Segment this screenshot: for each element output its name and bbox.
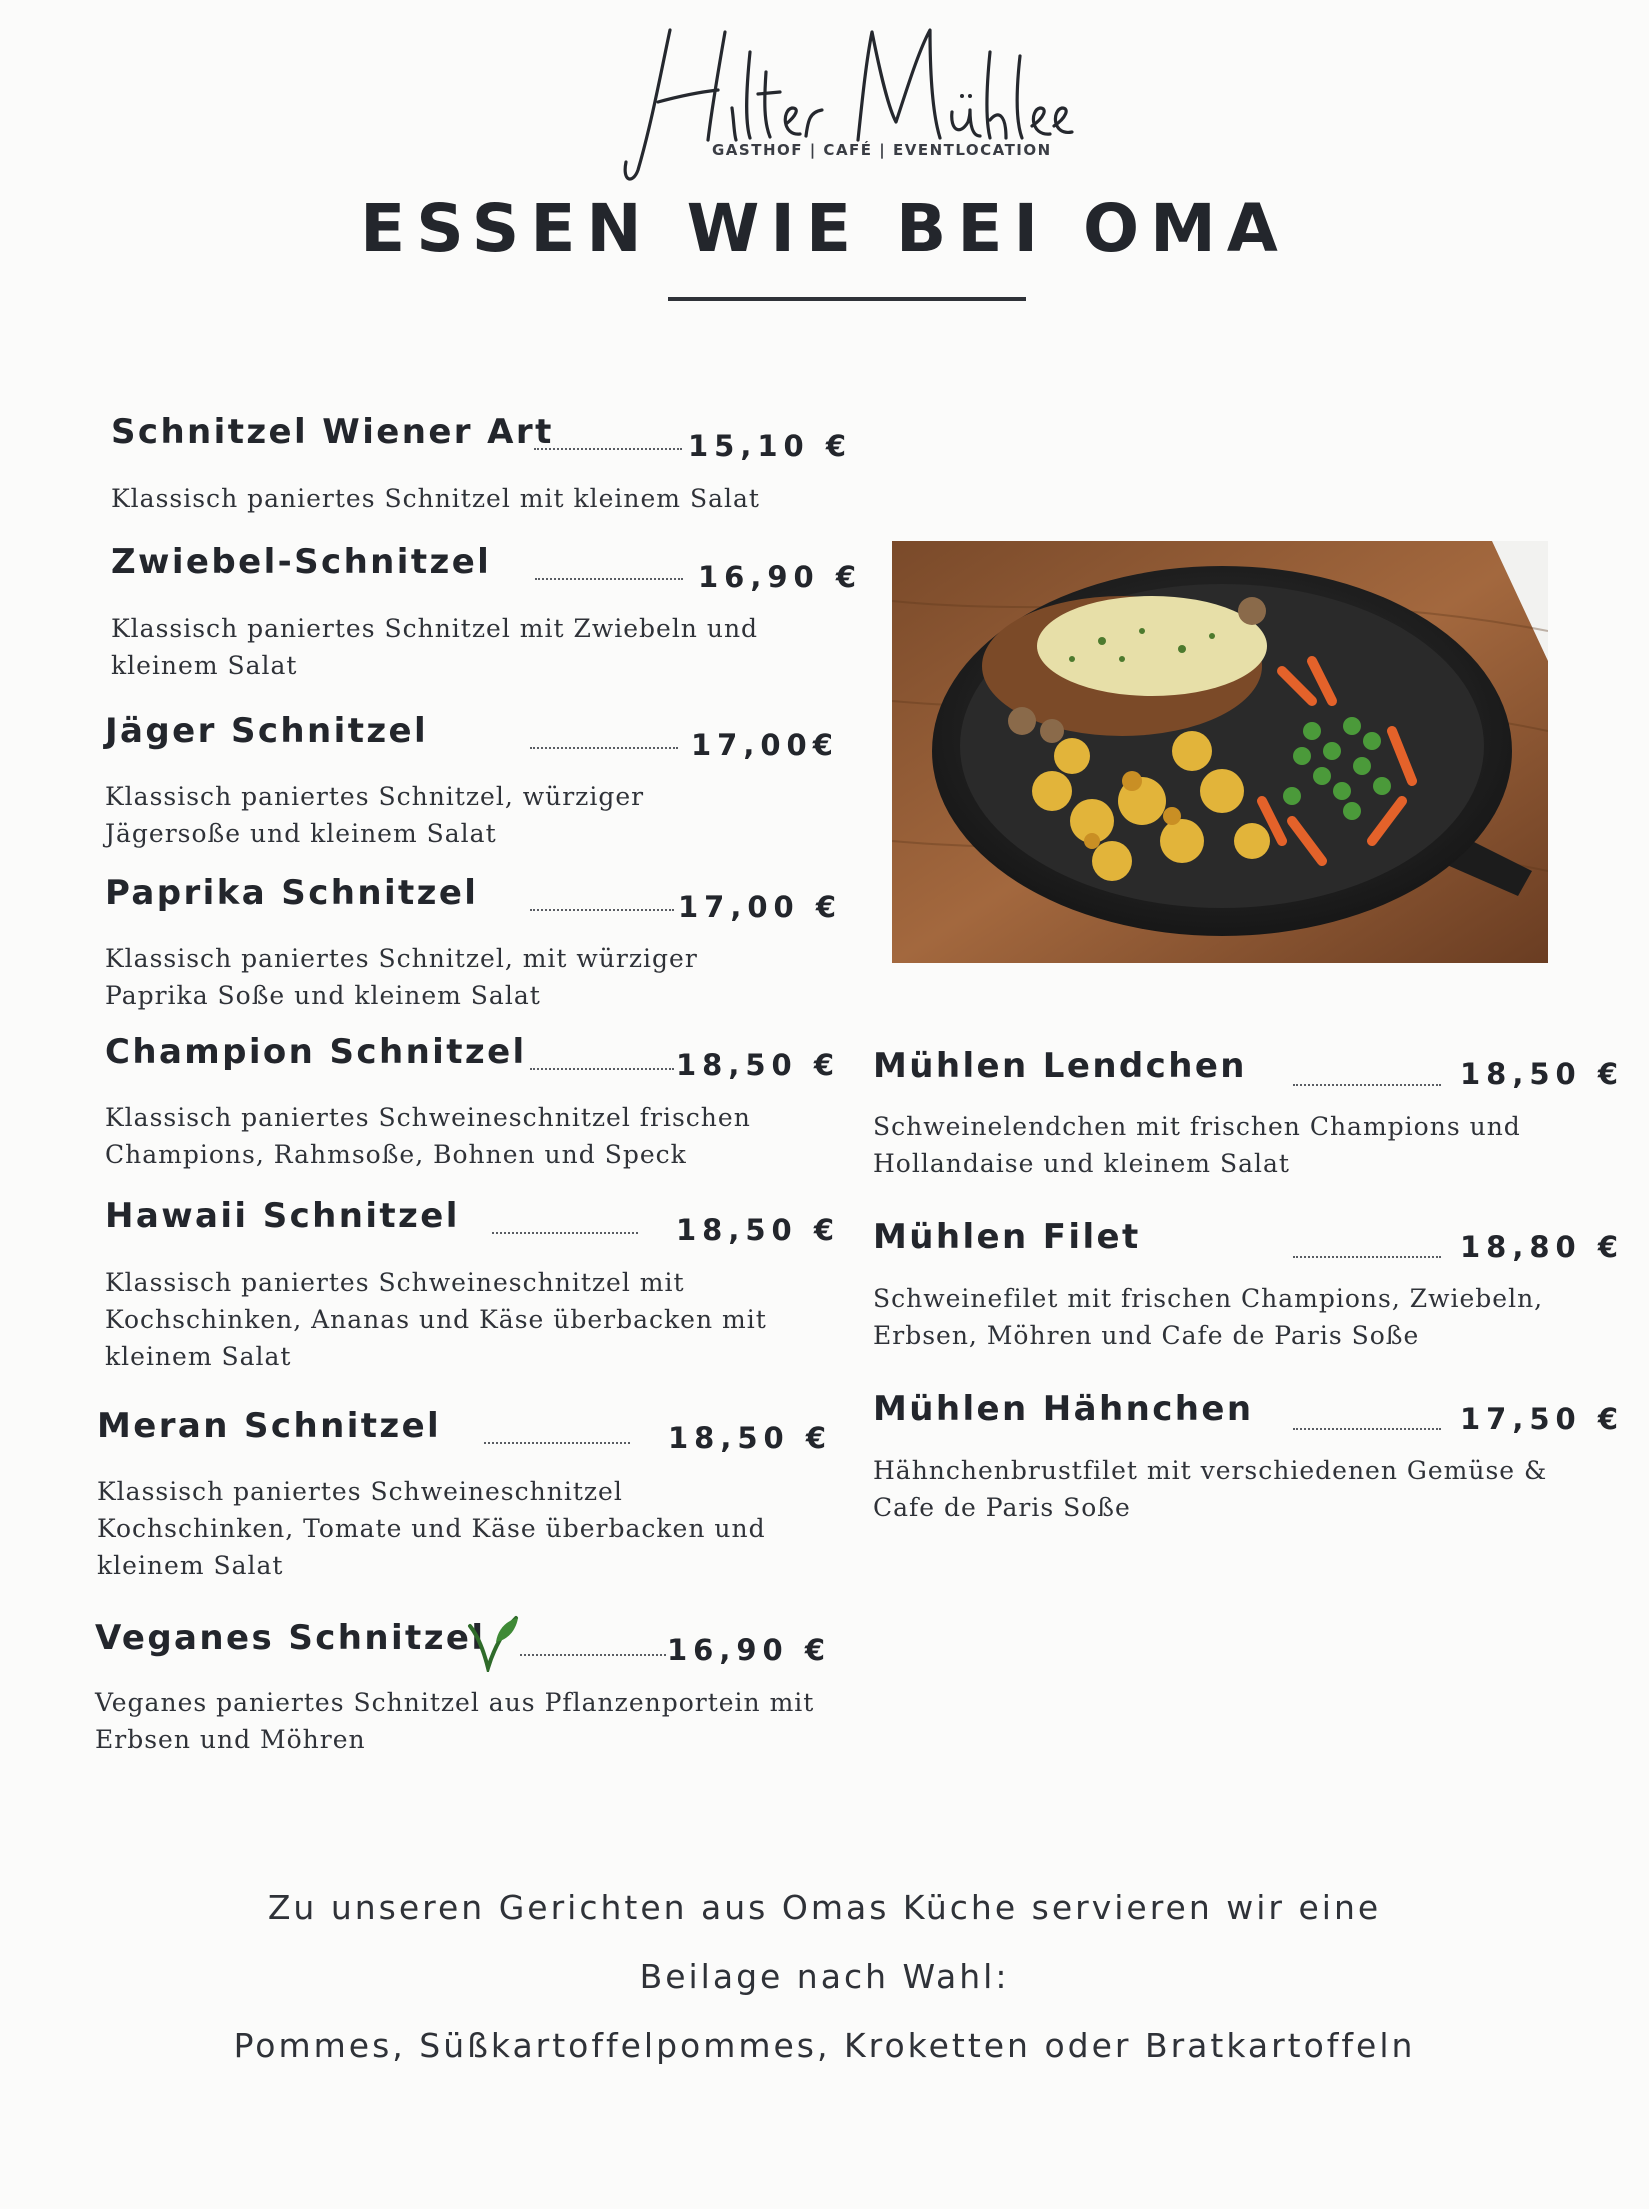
menu-item-description: Klassisch paniertes Schweineschnitzel Kochschinken, Tomate und Käse überbacken und kleinem Salat [97,1477,766,1580]
price-leader [520,1654,666,1656]
title-underline [668,297,1026,301]
menu-item-name: Mühlen Filet [873,1217,1141,1257]
price-leader [1293,1084,1441,1086]
menu-item-price: 18,50 € [676,1048,841,1082]
menu-item-description: Schweinelendchen mit frischen Champions und Hollandaise und kleinem Salat [873,1112,1521,1178]
food-photo [892,541,1548,963]
page-title: ESSEN WIE BEI OMA [360,190,1289,267]
menu-item-description: Klassisch paniertes Schnitzel mit Zwiebeln und kleinem Salat [111,614,759,680]
menu-item-name: Paprika Schnitzel [105,873,479,913]
menu-item-description: Klassisch paniertes Schnitzel, mit würziger Paprika Soße und kleinem Salat [105,944,698,1010]
menu-item-description: Klassisch paniertes Schnitzel mit kleinem Salat [111,484,760,513]
side-dish-heading: Beilage nach Wahl: [639,1957,1010,1996]
menu-item-name: Schnitzel Wiener Art [111,412,554,452]
side-dish-options: Pommes, Süßkartoffelpommes, Kroketten oder Bratkartoffeln [233,2026,1416,2065]
price-leader [535,578,683,580]
menu-item-name: Mühlen Hähnchen [873,1389,1254,1429]
menu-item-price: 17,50 € [1460,1402,1625,1436]
menu-item-price: 17,00 € [678,890,843,924]
vegan-leaf-icon [466,1612,522,1672]
menu-item-price: 16,90 € [667,1633,832,1667]
price-leader [484,1442,630,1444]
logo-subtitle: GASTHOF | CAFÉ | EVENTLOCATION [712,141,1052,159]
price-leader [530,1068,674,1070]
menu-item-description: Klassisch paniertes Schweineschnitzel frischen Champions, Rahmsoße, Bohnen und Speck [105,1103,751,1169]
menu-item-price: 18,50 € [1460,1057,1625,1091]
menu-item-description: Schweinefilet mit frischen Champions, Zwiebeln, Erbsen, Möhren und Cafe de Paris Soße [873,1284,1544,1350]
menu-item-description: Veganes paniertes Schnitzel aus Pflanzenportein mit Erbsen und Möhren [95,1688,815,1754]
price-leader [530,747,678,749]
menu-item-name: Meran Schnitzel [97,1406,442,1446]
menu-item-name: Veganes Schnitzel [95,1618,486,1658]
menu-item-description: Hähnchenbrustfilet mit verschiedenen Gemüse & Cafe de Paris Soße [873,1456,1548,1522]
menu-item-name: Jäger Schnitzel [105,711,429,751]
menu-item-description: Klassisch paniertes Schweineschnitzel mit Kochschinken, Ananas und Käse überbacken mit kleinem Salat [105,1268,767,1371]
menu-item-price: 17,00€ [691,728,839,762]
price-leader [492,1232,638,1234]
price-leader [530,909,674,911]
menu-item-description: Klassisch paniertes Schnitzel, würziger Jägersoße und kleinem Salat [105,782,645,848]
menu-item-price: 18,80 € [1460,1230,1625,1264]
menu-item-name: Champion Schnitzel [105,1032,527,1072]
menu-item-price: 18,50 € [668,1421,833,1455]
side-dish-note: Zu unseren Gerichten aus Omas Küche servieren wir eine [267,1888,1382,1927]
menu-item-name: Mühlen Lendchen [873,1046,1247,1086]
menu-item-name: Hawaii Schnitzel [105,1196,460,1236]
menu-item-price: 18,50 € [676,1213,841,1247]
price-leader [534,448,682,450]
price-leader [1293,1428,1441,1430]
menu-item-price: 16,90 € [698,560,863,594]
menu-item-price: 15,10 € [688,429,853,463]
menu-item-name: Zwiebel-Schnitzel [111,542,492,582]
price-leader [1293,1256,1441,1258]
